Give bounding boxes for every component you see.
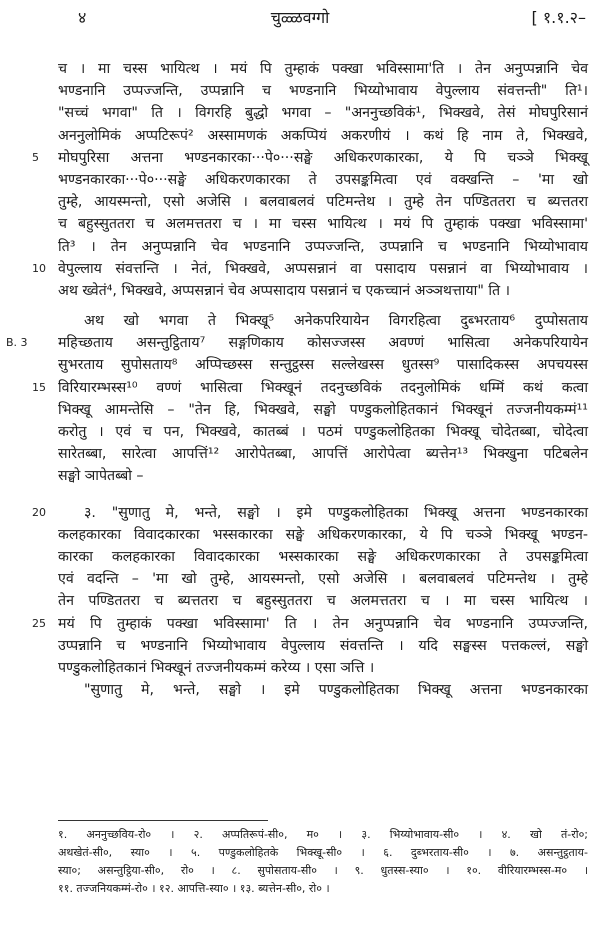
text-line: 20 ३. "सुणातु मे, भन्ते, सङ्घो । इमे पण्डुकलोहितका भिक्खू अत्तना भण्डनकारका	[58, 502, 588, 524]
text-line: अननुलोमिकं अप्पटिरूपं² अस्सामणकं अकप्पियं अकरणीयं । कथं हि नाम ते, भिक्खवे,	[58, 127, 588, 144]
running-title: चुळ्ळवग्गो	[270, 8, 330, 27]
footnote-divider	[58, 820, 268, 821]
text-line: कलहकारका विवादकारका भस्सकारका सङ्घे अधिकरणकारका, ये पि चञ्ञे भिक्खू भण्डन-	[58, 526, 588, 543]
footnote-line: अथखेतं-सी०, स्या० । ५. पण्डुकलोहितके भिक्खू-सी० । ६. दुब्भरताय-सी० । ७. असन्तुट्ठताय-	[58, 846, 588, 859]
text-line: 25 मयं पि तुम्हाकं पक्खा भविस्सामा' ति । तेन अनुप्पन्नानि चेव भण्डनानि उप्पज्जन्ति,	[58, 613, 588, 635]
text-line: करोतु । एवं च पन, भिक्खवे, कातब्बं । पठमं पण्डुकलोहितका भिक्खू चोदेतब्बा, चोदेत्वा	[58, 424, 588, 440]
text-line: च बहुस्सुततरा च अलमत्ततरा च । मा चस्स भायित्थ । मयं पि तुम्हाकं पक्खा भविस्सामा'	[58, 216, 588, 233]
text-line: भण्डनानि उप्पज्जन्ति, उप्पन्नानि च भण्डनानि भिय्योभावाय वेपुल्लाय संवत्तन्ती" ति¹।	[58, 83, 588, 100]
text-line: पण्डुकलोहितकानं भिक्खूनं तज्जनीयकम्मं करेय्य । एसा ञत्ति ।	[58, 659, 375, 676]
page-header	[0, 6, 600, 32]
text-line: सारेतब्बा, सारेत्वा आपत्तिं¹² आरोपेतब्बा, आपत्तिं आरोपेत्वा ब्यत्तेन¹³ भिक्खुना पटिबलेन	[58, 446, 588, 463]
line-number: 5	[32, 150, 39, 164]
line-number: 25	[32, 616, 46, 630]
text-line: 10 वेपुल्लाय संवत्तन्ति । नेतं, भिक्खवे, अप्पसन्नानं वा पसादाय पसन्नानं वा भिय्योभावाय ।	[58, 258, 588, 280]
text-line: तुम्हे, आयस्मन्तो, एसो अजेसि । बलवाबलवं पटिमन्तेथ । तुम्हे तेन पण्डिततरा च ब्यत्ततरा	[58, 194, 588, 211]
text-line: B. 3 महिच्छताय असन्तुट्ठिताय⁷ सङ्गणिकाय कोसज्जस्स अवण्णं भासित्वा अनेकपरियायेन	[58, 332, 588, 354]
text-line: "सुणातु मे, भन्ते, सङ्घो । इमे पण्डुकलोहितका भिक्खू अत्तना भण्डनकारका	[84, 682, 588, 699]
text-line: 5 मोघपुरिसा अत्तना भण्डनकारका···पे०···सङ्घे अधिकरणकारका, ये पि चञ्ञे भिक्खू	[58, 147, 588, 169]
footnote-line: ११. तज्जनियकम्मं-रो० । १२. आपत्ति-स्या० । १३. ब्यत्तेन-सी०, रो० ।	[58, 882, 330, 895]
text-line: तेन पण्डिततरा च ब्यत्ततरा च बहुस्सुततरा च अलमत्ततरा च । मा चस्स भायित्थ ।	[58, 593, 588, 610]
text-line: ति³ । तेन अनुप्पन्नानि चेव भण्डनानि उप्पज्जन्ति, उप्पन्नानि च भण्डनानि भिय्योभावाय	[58, 238, 588, 255]
text-line: 15 विरियारम्भस्स¹⁰ वण्णं भासित्वा भिक्खूनं तदनुच्छविकं तदनुलोमिकं धम्मिं कथं कत्वा	[58, 377, 588, 399]
page-number: ४	[78, 8, 87, 27]
text-line: अथ ख्वेतं⁴, भिक्खवे, अप्पसन्नानं चेव अप्पसादाय पसन्नानं च एकच्चानं अञ्ञथत्ताया" ति ।	[58, 282, 511, 299]
text-line: एवं वदन्ति – 'मा खो तुम्हे, आयस्मन्तो, एसो अजेसि । बलवाबलवं पटिमन्तेथ । तुम्हे	[58, 571, 588, 588]
footnote-line: १. अननुच्छविय-रो० । २. अप्पतिरूपं-सी०, म० । ३. भिय्योभावाय-सी० । ४. खो तं-रो०;	[58, 828, 588, 841]
text-line: च । मा चस्स भायित्थ । मयं पि तुम्हाकं पक्खा भविस्सामा'ति । तेन अनुप्पन्नानि चेव	[58, 61, 588, 77]
line-number: 15	[32, 380, 46, 394]
text-line: "सच्चं भगवा" ति । विगरहि बुद्धो भगवा – "अननुच्छविकं¹, भिक्खवे, तेसं मोघपुरिसानं	[58, 105, 588, 122]
text-line: सङ्घो ञापेतब्बो –	[58, 468, 144, 485]
text-line: भिक्खू आमन्तेसि – "तेन हि, भिक्खवे, सङ्घो पण्डुकलोहितकानं भिक्खूनं तज्जनीयकम्मं¹¹	[58, 401, 588, 418]
main-text	[6, 58, 588, 701]
line-number: 10	[32, 261, 46, 275]
footnotes	[58, 826, 588, 898]
line-number: 20	[32, 505, 46, 519]
text-line: भण्डनकारका···पे०···सङ्घे अधिकरणकारका ते उपसङ्कमित्वा एवं वक्खन्ति – 'मा खो	[58, 171, 588, 188]
edition-page-marker: B. 3	[6, 336, 28, 350]
text-line: कारका कलहकारका विवादकारका भस्सकारका सङ्घे अधिकरणकारका ते उपसङ्कमित्वा	[58, 548, 588, 565]
section-reference: [ १.१.२–	[531, 8, 586, 27]
footnote-line: स्या०; असन्तुट्ठिया-सी०, रो० । ८. सुपोसताय-सी० । ९. धुतस्स-स्या० । १०. वीरियारम्भस्स-म० ।	[58, 864, 588, 877]
text-line: अथ खो भगवा ते भिक्खू⁵ अनेकपरियायेन विगरहित्वा दुब्भरताय⁶ दुप्पोसताय	[84, 313, 588, 330]
text-line: सुभरताय सुपोसताय⁸ अप्पिच्छस्स सन्तुट्ठस्स सल्लेखस्स धुतस्स⁹ पासादिकस्स अपचयस्स	[58, 357, 588, 374]
text-line: उप्पन्नानि च भण्डनानि भिय्योभावाय वेपुल्लाय संवत्तन्ति । यदि सङ्घस्स पत्तकल्लं, सङ्घो	[58, 637, 588, 654]
